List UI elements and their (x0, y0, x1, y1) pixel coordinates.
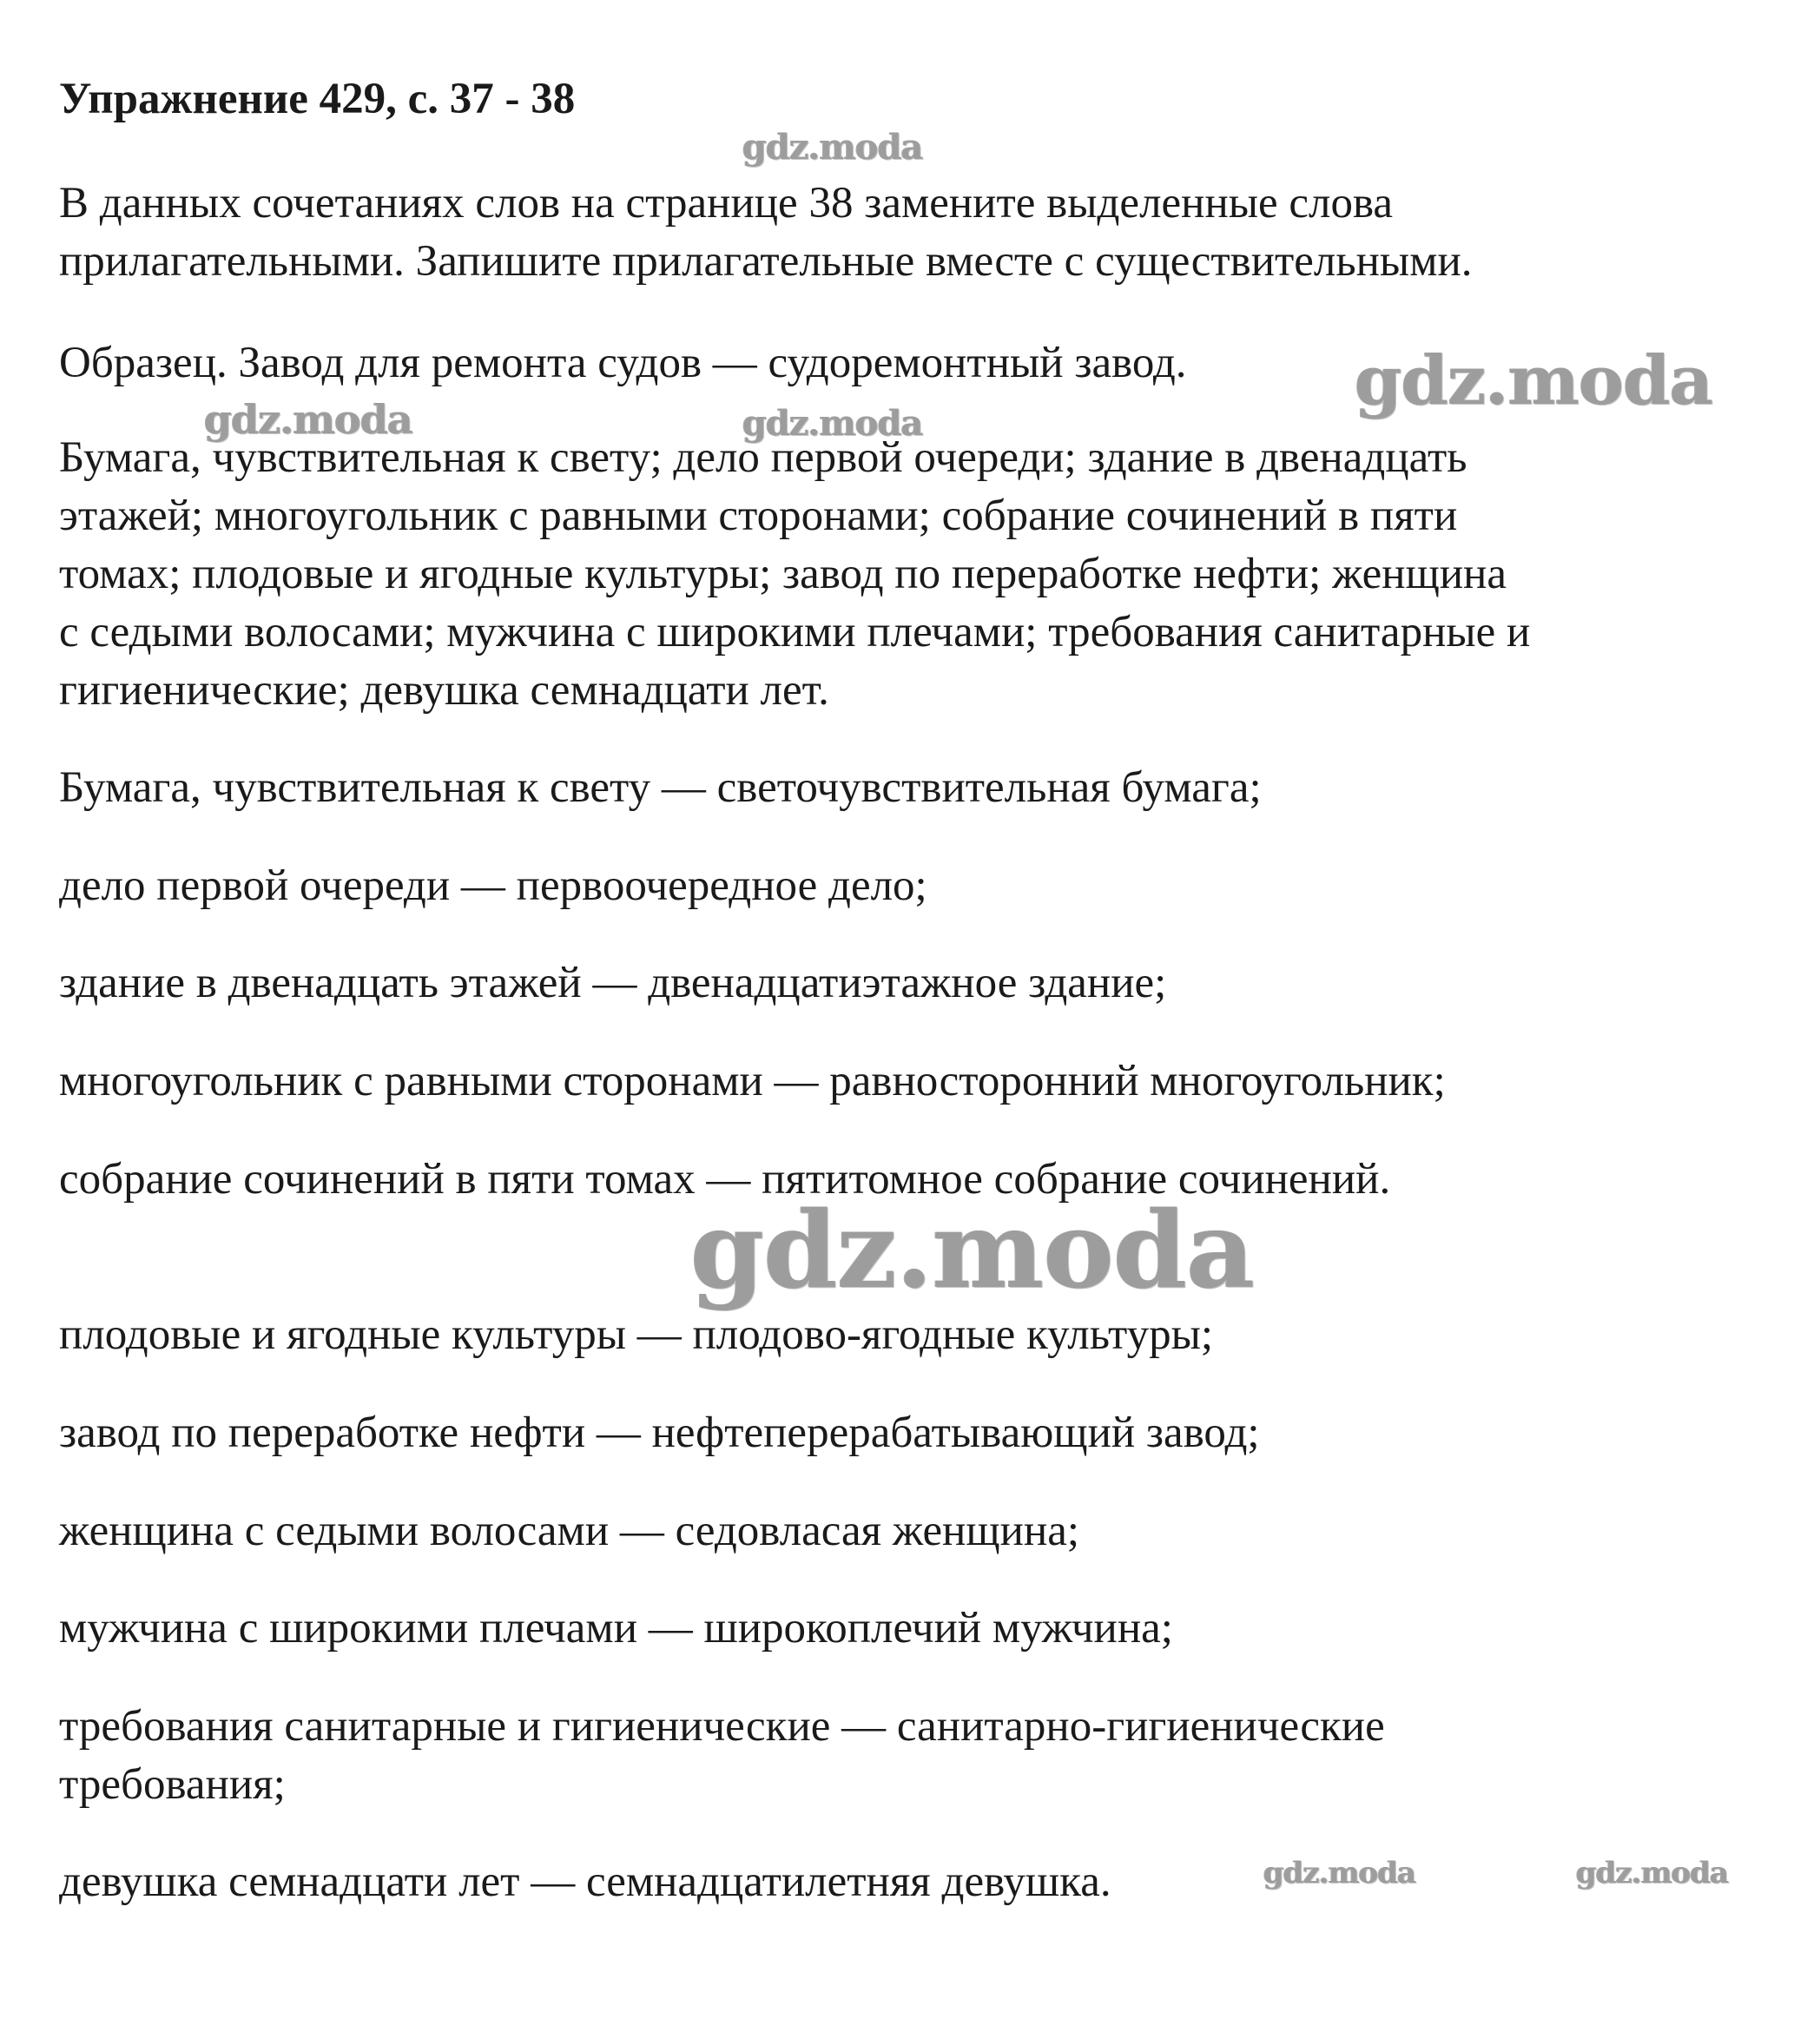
answer-line: собрание сочинений в пяти томах — пятитомное собрание сочинений. (59, 1155, 1391, 1204)
answer-line: женщина с седыми волосами — седовласая женщина; (59, 1507, 1080, 1555)
exercise-title: Упражнение 429, с. 37 - 38 (59, 75, 576, 123)
watermark: gdz.moda (1576, 1856, 1729, 1890)
answer-line: требования; (59, 1760, 286, 1809)
watermark: gdz.moda (204, 396, 412, 443)
words-line-3: томах; плодовые и ягодные культуры; завод по переработке нефти; женщина (59, 550, 1507, 598)
answer-line: многоугольник с равными сторонами — равносторонний многоугольник; (59, 1057, 1446, 1105)
sample-line: Образец. Завод для ремонта судов — судоремонтный завод. (59, 339, 1187, 387)
answer-line: мужчина с широкими плечами — широкоплечий мужчина; (59, 1604, 1173, 1653)
words-line-4: с седыми волосами; мужчина с широкими плечами; требования санитарные и (59, 608, 1531, 656)
watermark: gdz.moda (1263, 1856, 1416, 1890)
answer-line: Бумага, чувствительная к свету — светочувствительная бумага; (59, 763, 1262, 812)
task-line-2: прилагательными. Запишите прилагательные вместе с существительными. (59, 237, 1473, 286)
answer-line: завод по переработке нефти — нефтеперерабатывающий завод; (59, 1409, 1260, 1457)
answer-line: девушка семнадцати лет — семнадцатилетняя девушка. (59, 1857, 1111, 1906)
watermark: gdz.moda (1355, 341, 1713, 420)
answer-line: плодовые и ягодные культуры — плодово-ягодные культуры; (59, 1310, 1214, 1359)
answer-line: здание в двенадцать этажей — двенадцатиэтажное здание; (59, 959, 1167, 1007)
task-line-1: В данных сочетаниях слов на странице 38 замените выделенные слова (59, 179, 1394, 228)
answer-line: дело первой очереди — первоочередное дело; (59, 861, 927, 910)
answer-line: требования санитарные и гигиенические — санитарно-гигиенические (59, 1702, 1385, 1751)
words-line-5: гигиенические; девушка семнадцати лет. (59, 666, 829, 715)
words-line-2: этажей; многоугольник с равными сторонами; собрание сочинений в пяти (59, 492, 1458, 540)
watermark: gdz.moda (742, 403, 923, 444)
watermark: gdz.moda (742, 127, 923, 168)
words-line-1: Бумага, чувствительная к свету; дело первой очереди; здание в двенадцать (59, 433, 1467, 482)
watermark: gdz.moda (690, 1187, 1255, 1312)
